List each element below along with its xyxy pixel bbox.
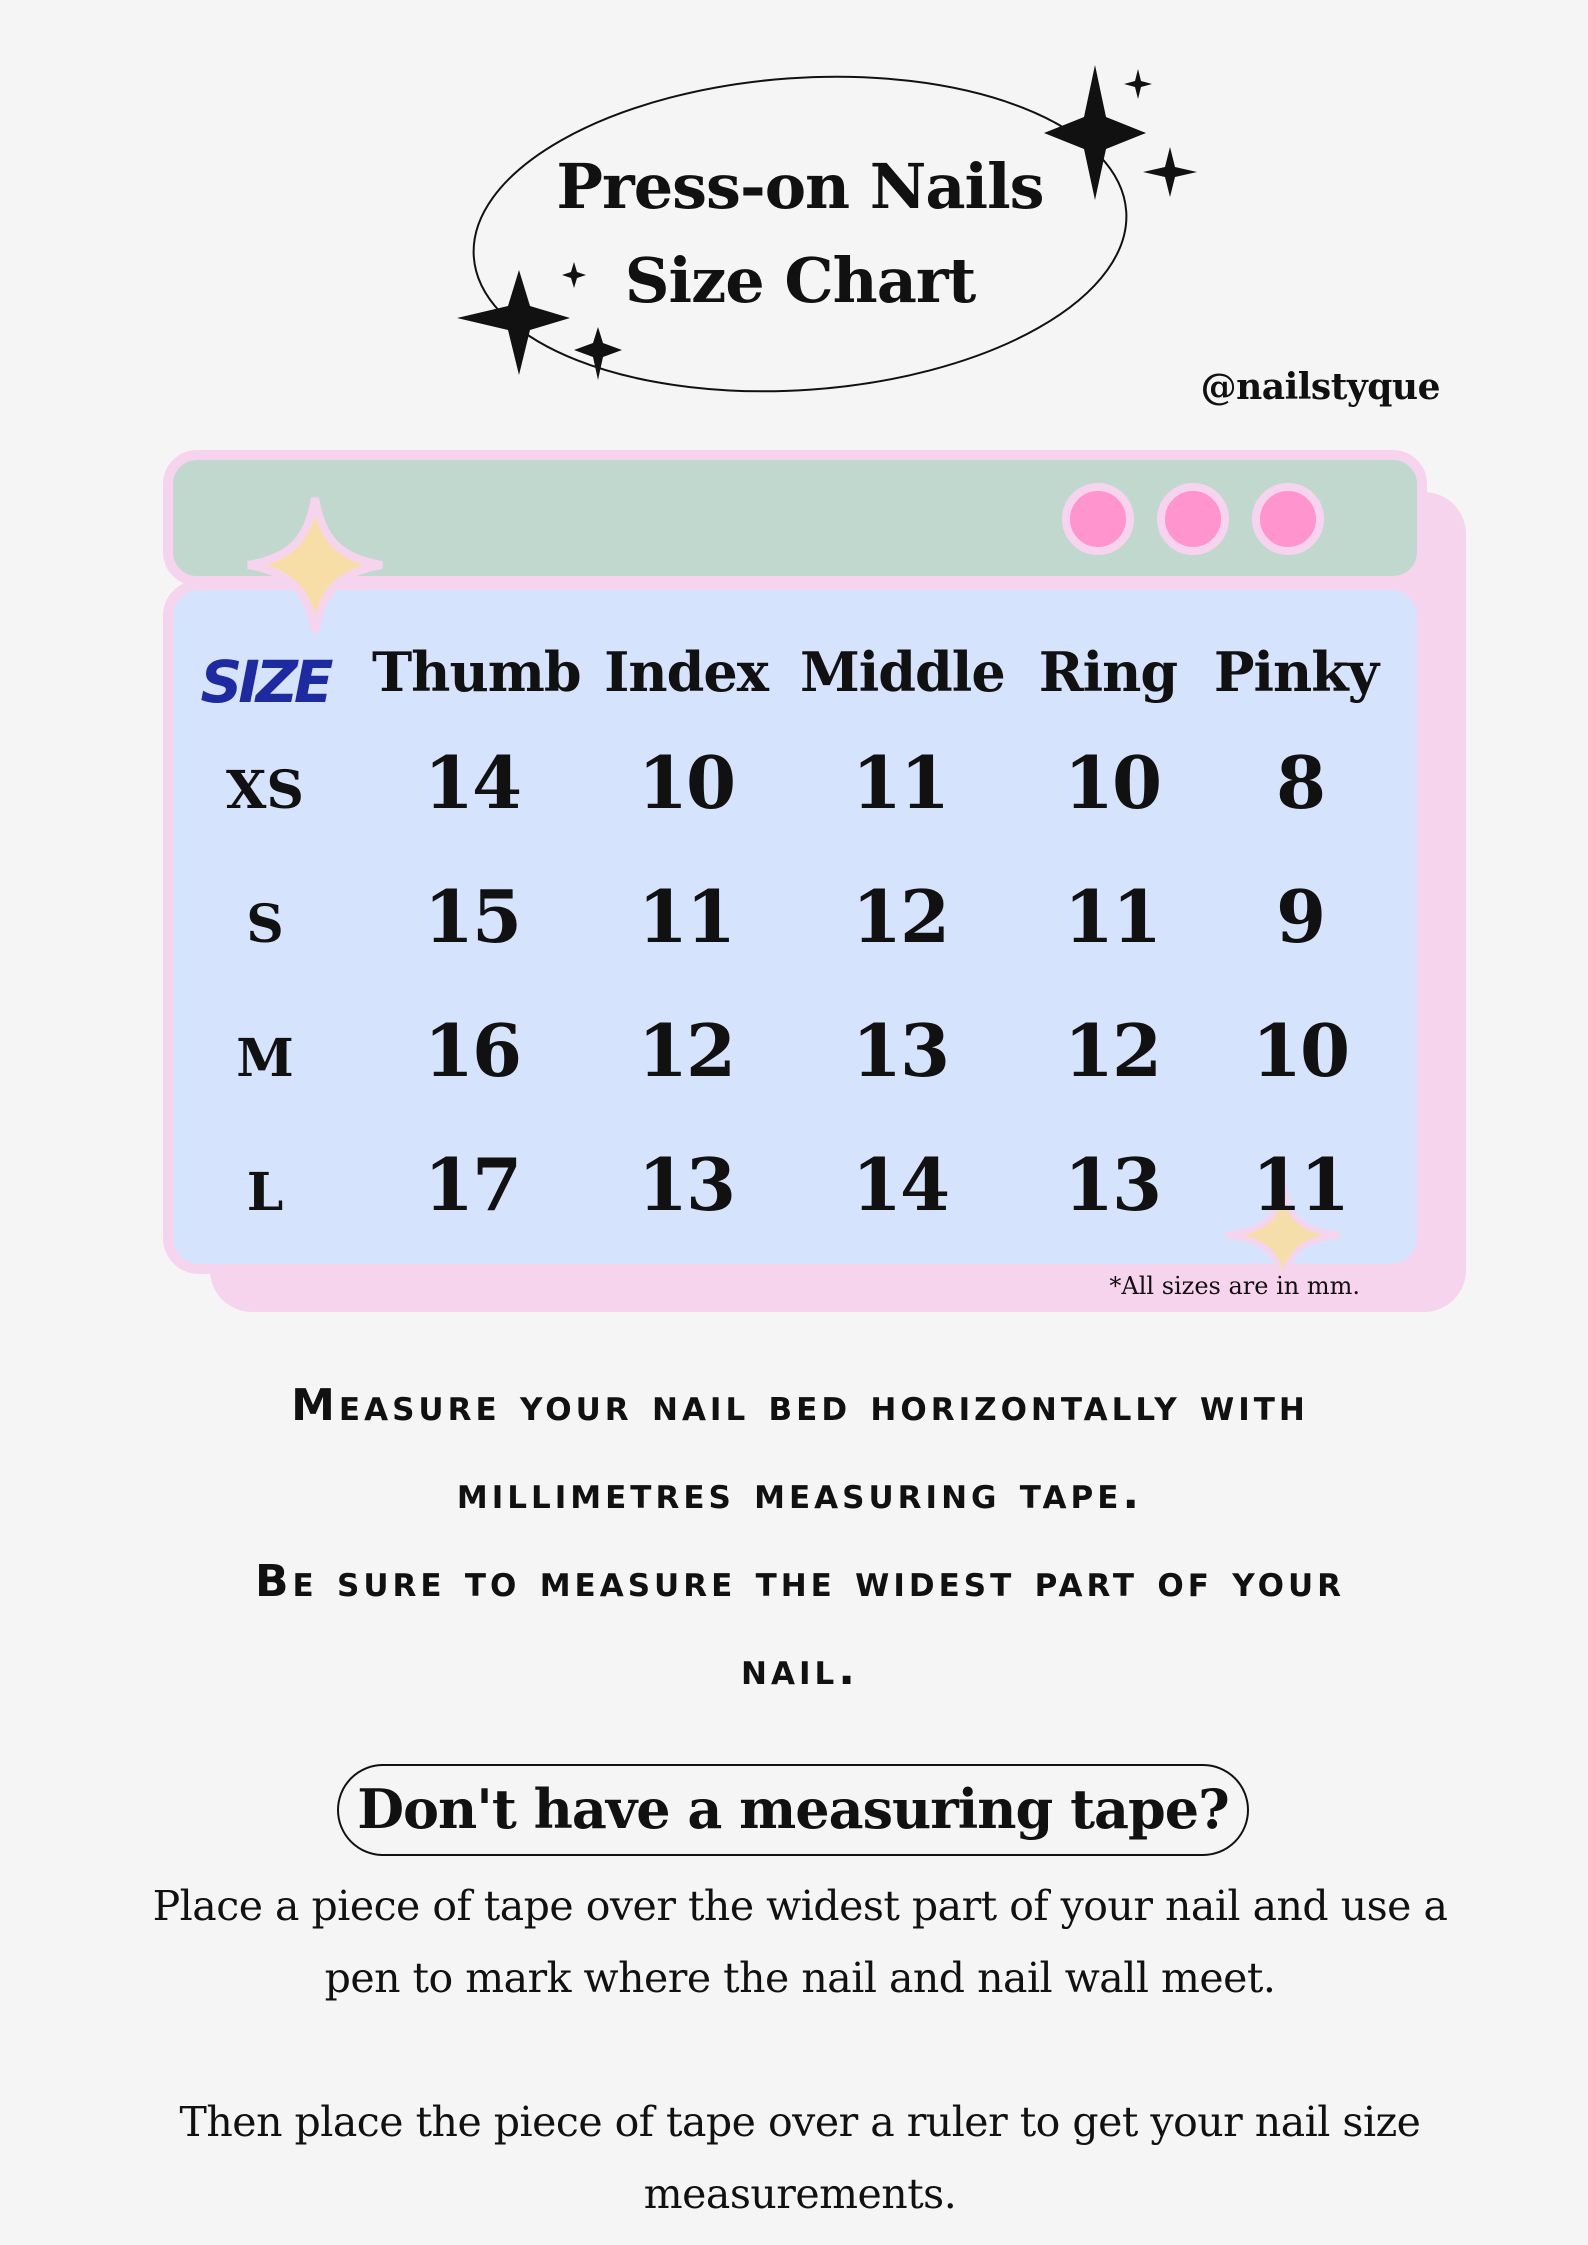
measuring-instructions	[150, 1362, 1450, 1714]
ruler-method-paragraph	[150, 2086, 1450, 2230]
table-cell: 14	[851, 1142, 949, 1227]
window-dot	[1157, 483, 1229, 555]
size-label-xs: XS	[226, 760, 304, 821]
table-cell: 10	[1251, 1008, 1349, 1093]
column-header-middle: Middle	[800, 640, 1005, 704]
window-dot	[1062, 483, 1134, 555]
column-header-ring: Ring	[1038, 640, 1178, 704]
size-label-m: M	[236, 1028, 294, 1089]
instruction-line: Measure your nail bed horizontally with	[291, 1380, 1309, 1431]
table-cell: 13	[1063, 1142, 1161, 1227]
table-cell: 12	[851, 874, 949, 959]
column-header-pinky: Pinky	[1213, 640, 1379, 704]
paragraph-line: Then place the piece of tape over a ruler to get your nail size	[179, 2098, 1421, 2146]
table-cell: 10	[1063, 740, 1161, 825]
units-note: *All sizes are in mm.	[1109, 1272, 1360, 1300]
column-header-index: Index	[604, 640, 768, 704]
table-cell: 12	[637, 1008, 735, 1093]
sparkle-icon	[1143, 147, 1197, 197]
sparkle-icon	[240, 490, 390, 640]
column-header-thumb: Thumb	[372, 640, 581, 704]
title-line-2: Size Chart	[624, 244, 976, 317]
tape-method-paragraph	[150, 1870, 1450, 2014]
table-cell: 13	[851, 1008, 949, 1093]
paragraph-line: Place a piece of tape over the widest part of your nail and use a	[152, 1882, 1448, 1930]
sparkle-icon	[1124, 69, 1152, 99]
instruction-line: Be sure to measure the widest part of your	[254, 1556, 1345, 1607]
window-dot	[1252, 483, 1324, 555]
table-cell: 13	[637, 1142, 735, 1227]
table-cell: 14	[423, 740, 521, 825]
instruction-line: nail.	[741, 1644, 859, 1695]
size-label-s: S	[246, 894, 284, 955]
no-tape-heading: Don't have a measuring tape?	[337, 1764, 1249, 1856]
instruction-line: millimetres measuring tape.	[456, 1468, 1144, 1519]
table-cell: 9	[1275, 874, 1325, 959]
table-cell: 8	[1275, 740, 1325, 825]
table-cell: 11	[1251, 1142, 1349, 1227]
size-label-l: L	[246, 1162, 284, 1223]
page-title	[500, 140, 1100, 328]
table-cell: 12	[1063, 1008, 1161, 1093]
table-cell: 11	[1063, 874, 1161, 959]
table-cell: 16	[423, 1008, 521, 1093]
paragraph-line: measurements.	[643, 2170, 957, 2218]
table-cell: 11	[637, 874, 735, 959]
table-cell: 17	[423, 1142, 521, 1227]
size-column-header: SIZE	[200, 648, 330, 716]
table-cell: 15	[423, 874, 521, 959]
table-cell: 11	[851, 740, 949, 825]
title-line-1: Press-on Nails	[556, 150, 1044, 223]
paragraph-line: pen to mark where the nail and nail wall meet.	[324, 1954, 1276, 2002]
social-handle: @nailstyque	[1200, 366, 1440, 408]
table-cell: 10	[637, 740, 735, 825]
